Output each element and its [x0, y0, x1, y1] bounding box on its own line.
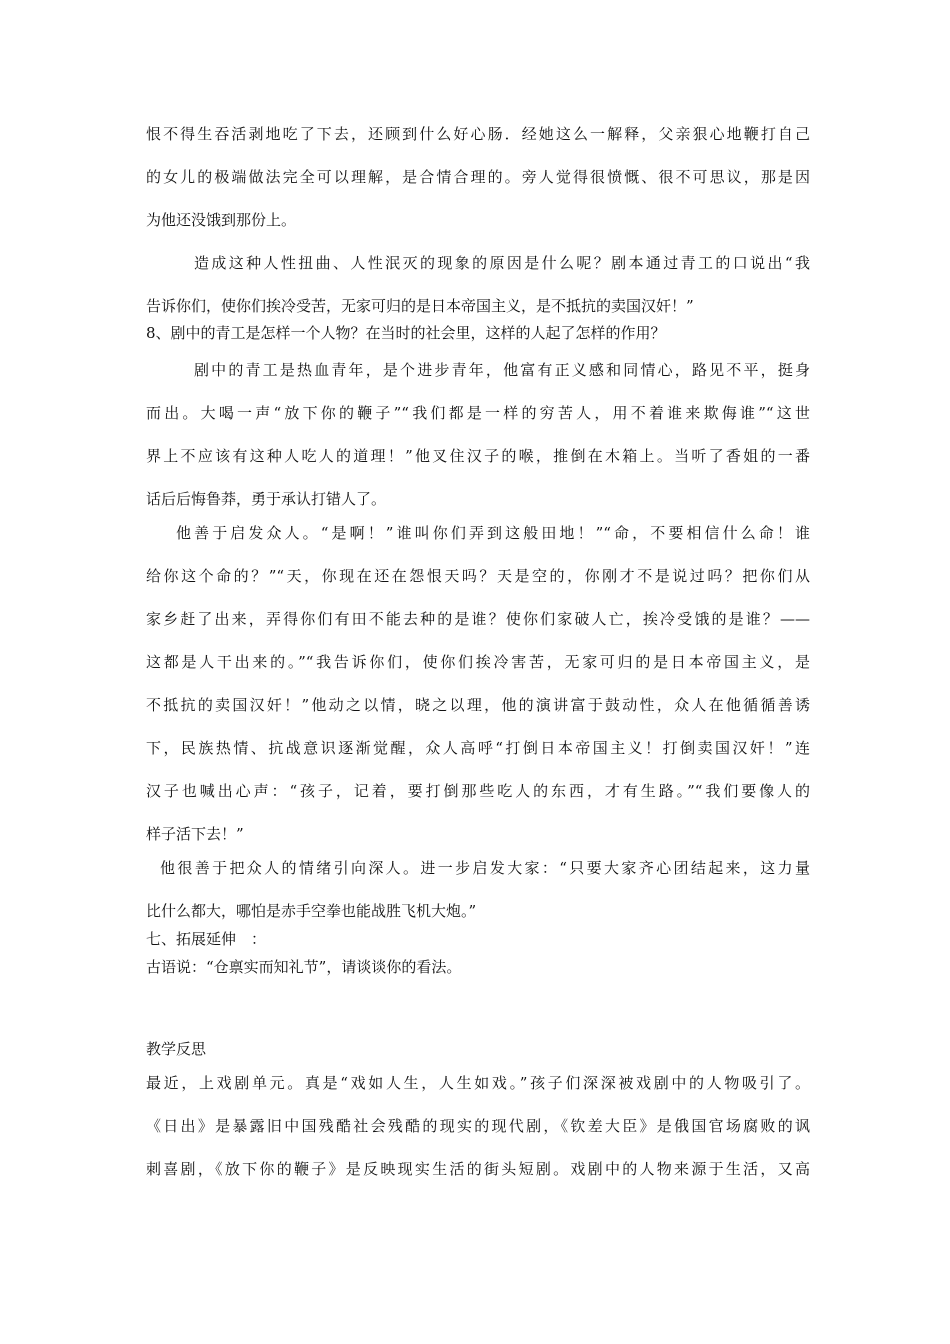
- paragraph-line: 造成这种人性扭曲、人性泯灭的现象的原因是什么呢？剧本通过青工的口说出“我: [194, 254, 810, 272]
- section-heading: 教学反思: [146, 1040, 207, 1058]
- paragraph-line: 样子活下去！”: [146, 825, 244, 843]
- paragraph-line: 告诉你们，使你们挨冷受苦，无家可归的是日本帝国主义，是不抵抗的卖国汉奸！”: [146, 297, 694, 315]
- paragraph-line: 汉子也喊出心声：“孩子，记着，要打倒那些吃人的东西，才有生路。”“我们要像人的: [146, 782, 810, 800]
- paragraph-line: 古语说：“仓禀实而知礼节”，请谈谈你的看法。: [146, 958, 462, 976]
- paragraph-line: 《日出》是暴露旧中国残酷社会残酷的现实的现代剧，《钦差大臣》是俄国官场腐败的讽: [146, 1117, 810, 1135]
- paragraph-line: 比什么都大，哪怕是赤手空拳也能战胜飞机大炮。”: [146, 902, 477, 920]
- question-heading: 8、剧中的青工是怎样一个人物？在当时的社会里，这样的人起了怎样的作用？: [146, 324, 666, 342]
- paragraph-line: 最近，上戏剧单元。真是“戏如人生，人生如戏。”孩子们深深被戏剧中的人物吸引了。: [146, 1074, 810, 1092]
- paragraph-line: 而出。大喝一声“放下你的鞭子”“我们都是一样的穷苦人，用不着谁来欺侮谁”“这世: [146, 404, 810, 422]
- section-heading: 七、拓展延伸 ：: [146, 930, 267, 948]
- paragraph-line: 这都是人干出来的。”“我告诉你们，使你们挨冷害苦，无家可归的是日本帝国主义，是: [146, 653, 810, 671]
- paragraph-line: 他很善于把众人的情绪引向深人。进一步启发大家：“只要大家齐心团结起来，这力量: [160, 859, 810, 877]
- paragraph-line: 刺喜剧，《放下你的鞭子》是反映现实生活的街头短剧。戏剧中的人物来源于生活，又高: [146, 1160, 810, 1178]
- paragraph-line: 恨不得生吞活剥地吃了下去，还顾到什么好心肠．经她这么一解释，父亲狠心地鞭打自己: [146, 125, 810, 143]
- paragraph-line: 家乡赶了出来，弄得你们有田不能去种的是谁？使你们家破人亡，挨冷受饿的是谁？——: [146, 610, 810, 628]
- paragraph-line: 为他还没饿到那份上。: [146, 211, 297, 229]
- paragraph-line: 下，民族热情、抗战意识逐渐觉醒，众人高呼“打倒日本帝国主义！打倒卖国汉奸！”连: [146, 739, 810, 757]
- paragraph-line: 的女儿的极端做法完全可以理解，是合情合理的。旁人觉得很愤慨、很不可思议，那是因: [146, 168, 810, 186]
- paragraph-line: 不抵抗的卖国汉奸！”他动之以情，晓之以理，他的演讲富于鼓动性，众人在他循循善诱: [146, 696, 810, 714]
- paragraph-line: 他善于启发众人。“是啊！”谁叫你们弄到这般田地！”“命，不要相信什么命！谁: [176, 524, 810, 542]
- paragraph-line: 话后后悔鲁莽，勇于承认打错人了。: [146, 490, 387, 508]
- paragraph-line: 界上不应该有这种人吃人的道理！”他叉住汉子的喉，推倒在木箱上。当听了香姐的一番: [146, 447, 810, 465]
- paragraph-line: 给你这个命的？”“天，你现在还在怨恨天吗？天是空的，你刚才不是说过吗？把你们从: [146, 567, 810, 585]
- paragraph-line: 剧中的青工是热血青年，是个进步青年，他富有正义感和同情心，路见不平，挺身: [194, 361, 810, 379]
